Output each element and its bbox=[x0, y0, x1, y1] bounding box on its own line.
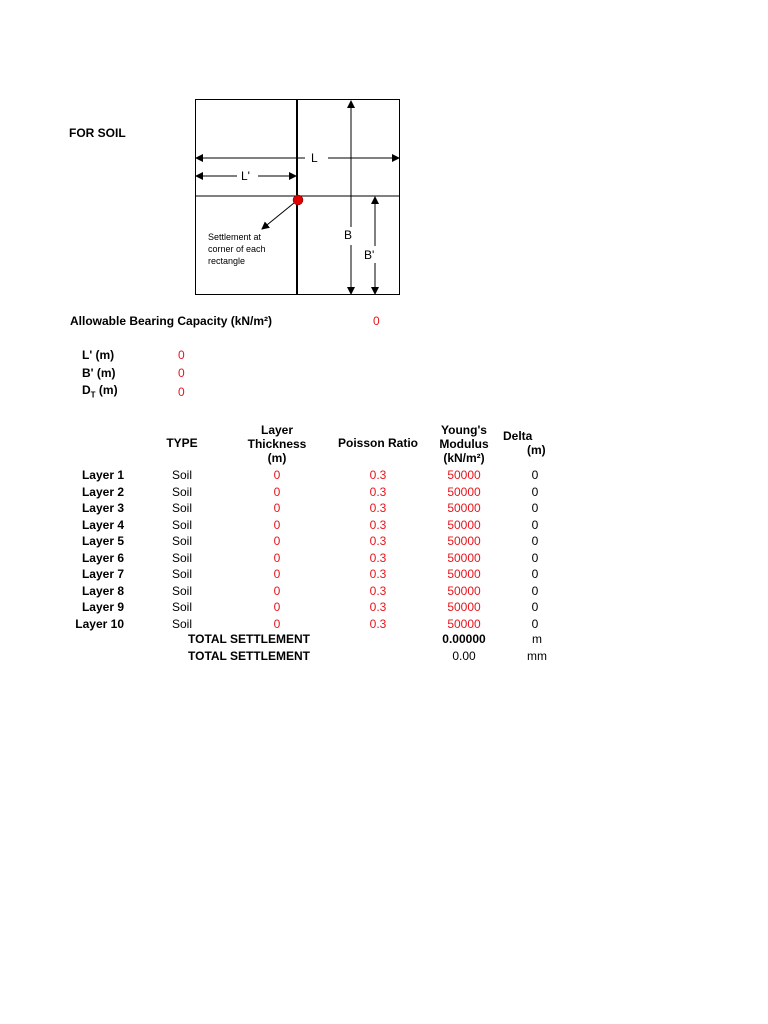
settlement-pointer bbox=[262, 203, 294, 229]
header-youngs-line3: (kN/m²) bbox=[443, 451, 485, 465]
layer-poisson-cell[interactable]: 0.3 bbox=[369, 501, 387, 515]
layer-poisson-cell[interactable]: 0.3 bbox=[369, 468, 387, 482]
header-delta bbox=[500, 429, 552, 457]
layer-name-cell: Layer 7 bbox=[81, 567, 124, 581]
layer-youngs-cell[interactable]: 50000 bbox=[447, 501, 481, 515]
layer-delta-cell: 0 bbox=[531, 468, 539, 482]
layer-thickness-cell[interactable]: 0 bbox=[273, 550, 281, 565]
layer-poisson-cell[interactable]: 0.3 bbox=[369, 550, 387, 565]
header-youngs bbox=[432, 423, 496, 465]
layer-poisson-cell[interactable]: 0.3 bbox=[369, 534, 387, 548]
table-row bbox=[60, 500, 560, 516]
total-settlement-m-value: 0.00000 bbox=[442, 632, 486, 646]
layer-delta-cell: 0 bbox=[531, 517, 539, 532]
header-youngs-line2: Modulus bbox=[439, 437, 489, 451]
bearing-capacity-value[interactable]: 0 bbox=[373, 314, 380, 328]
total-settlement-m-label: TOTAL SETTLEMENT bbox=[188, 632, 310, 646]
layer-youngs-cell[interactable]: 50000 bbox=[447, 484, 481, 499]
Lprime-value[interactable]: 0 bbox=[178, 348, 185, 362]
label-L-prime: L' bbox=[241, 169, 250, 183]
table-row bbox=[60, 550, 560, 566]
layer-poisson-cell[interactable]: 0.3 bbox=[369, 484, 387, 499]
label-B-prime: B' bbox=[364, 248, 375, 262]
layer-thickness-cell[interactable]: 0 bbox=[273, 567, 281, 581]
layer-delta-cell: 0 bbox=[531, 501, 539, 515]
Bprime-label: B' (m) bbox=[82, 366, 116, 380]
table-row bbox=[60, 616, 560, 632]
layer-name-cell: Layer 9 bbox=[81, 600, 124, 614]
header-thickness-line3: (m) bbox=[267, 451, 287, 465]
layer-thickness-cell[interactable]: 0 bbox=[273, 468, 281, 482]
layer-name-cell: Layer 10 bbox=[75, 616, 124, 631]
layer-name-cell: Layer 5 bbox=[81, 534, 124, 548]
layer-poisson-cell[interactable]: 0.3 bbox=[369, 600, 387, 614]
section-heading: FOR SOIL bbox=[69, 126, 126, 140]
header-type: TYPE bbox=[166, 436, 198, 450]
total-settlement-mm-unit: mm bbox=[527, 649, 547, 663]
bearing-capacity-label: Allowable Bearing Capacity (kN/m²) bbox=[70, 314, 273, 328]
layer-thickness-cell[interactable]: 0 bbox=[273, 583, 281, 598]
layer-type-cell: Soil bbox=[171, 517, 192, 532]
layer-name-cell: Layer 8 bbox=[81, 583, 124, 598]
layer-name-cell: Layer 2 bbox=[81, 484, 124, 499]
layer-type-cell: Soil bbox=[171, 567, 192, 581]
table-row bbox=[60, 467, 560, 483]
layer-type-cell: Soil bbox=[171, 550, 192, 565]
layer-youngs-cell[interactable]: 50000 bbox=[447, 468, 481, 482]
layer-delta-cell: 0 bbox=[531, 567, 539, 581]
note-line-1: Settlement at bbox=[208, 232, 262, 242]
note-line-3: rectangle bbox=[208, 256, 246, 266]
layer-youngs-cell[interactable]: 50000 bbox=[447, 534, 481, 548]
layer-delta-cell: 0 bbox=[531, 600, 539, 614]
header-thickness-line1: Layer bbox=[260, 423, 294, 437]
layer-thickness-cell[interactable]: 0 bbox=[273, 484, 281, 499]
layer-delta-cell: 0 bbox=[531, 484, 539, 499]
layer-youngs-cell[interactable]: 50000 bbox=[447, 583, 481, 598]
layer-poisson-cell[interactable]: 0.3 bbox=[369, 616, 387, 631]
table-row bbox=[60, 566, 560, 582]
header-youngs-line1: Young's bbox=[441, 423, 487, 437]
table-row bbox=[60, 484, 560, 500]
layer-name-cell: Layer 4 bbox=[81, 517, 124, 532]
Dt-label-main: D bbox=[82, 383, 91, 397]
header-delta-line2: (m) bbox=[527, 443, 546, 457]
layer-thickness-cell[interactable]: 0 bbox=[273, 501, 281, 515]
layer-type-cell: Soil bbox=[171, 468, 192, 482]
table-row bbox=[60, 599, 560, 615]
header-poisson: Poisson Ratio bbox=[337, 436, 418, 450]
layer-delta-cell: 0 bbox=[531, 583, 539, 598]
footing-diagram bbox=[195, 99, 405, 299]
Dt-label-sub: T bbox=[90, 390, 96, 400]
layer-delta-cell: 0 bbox=[531, 550, 539, 565]
header-thickness bbox=[236, 423, 318, 465]
layer-type-cell: Soil bbox=[171, 600, 192, 614]
table-row bbox=[60, 517, 560, 533]
header-thickness-line2: Thickness bbox=[247, 437, 307, 451]
header-delta-line1: Delta bbox=[503, 429, 533, 443]
layer-name-cell: Layer 3 bbox=[81, 501, 124, 515]
table-row bbox=[60, 583, 560, 599]
settlement-point bbox=[293, 195, 303, 205]
total-settlement-mm-value: 0.00 bbox=[452, 649, 476, 663]
Dt-value[interactable]: 0 bbox=[178, 385, 185, 399]
layer-youngs-cell[interactable]: 50000 bbox=[447, 550, 481, 565]
layer-type-cell: Soil bbox=[171, 484, 192, 499]
layer-poisson-cell[interactable]: 0.3 bbox=[369, 583, 387, 598]
layer-youngs-cell[interactable]: 50000 bbox=[447, 616, 481, 631]
layer-type-cell: Soil bbox=[171, 583, 192, 598]
total-settlement-mm-label: TOTAL SETTLEMENT bbox=[188, 649, 310, 663]
layer-type-cell: Soil bbox=[171, 616, 192, 631]
layer-youngs-cell[interactable]: 50000 bbox=[447, 567, 481, 581]
layer-type-cell: Soil bbox=[171, 534, 192, 548]
label-L: L bbox=[311, 151, 318, 165]
layer-poisson-cell[interactable]: 0.3 bbox=[369, 517, 387, 532]
layer-thickness-cell[interactable]: 0 bbox=[273, 600, 281, 614]
layer-name-cell: Layer 1 bbox=[81, 468, 124, 482]
layer-youngs-cell[interactable]: 50000 bbox=[447, 600, 481, 614]
layer-poisson-cell[interactable]: 0.3 bbox=[369, 567, 387, 581]
layer-thickness-cell[interactable]: 0 bbox=[273, 517, 281, 532]
layer-thickness-cell[interactable]: 0 bbox=[273, 616, 281, 631]
note-line-2: corner of each bbox=[208, 244, 266, 254]
Lprime-label: L' (m) bbox=[82, 348, 115, 362]
Dt-label bbox=[82, 383, 118, 399]
label-B: B bbox=[344, 228, 353, 242]
layer-delta-cell: 0 bbox=[531, 534, 539, 548]
total-settlement-m-unit: m bbox=[532, 632, 542, 646]
layer-name-cell: Layer 6 bbox=[81, 550, 124, 565]
layer-type-cell: Soil bbox=[171, 501, 192, 515]
layer-thickness-cell[interactable]: 0 bbox=[273, 534, 281, 548]
Bprime-value[interactable]: 0 bbox=[178, 366, 185, 380]
layer-youngs-cell[interactable]: 50000 bbox=[447, 517, 481, 532]
table-row bbox=[60, 533, 560, 549]
Dt-label-suffix: (m) bbox=[95, 383, 118, 397]
layer-delta-cell: 0 bbox=[531, 616, 539, 631]
